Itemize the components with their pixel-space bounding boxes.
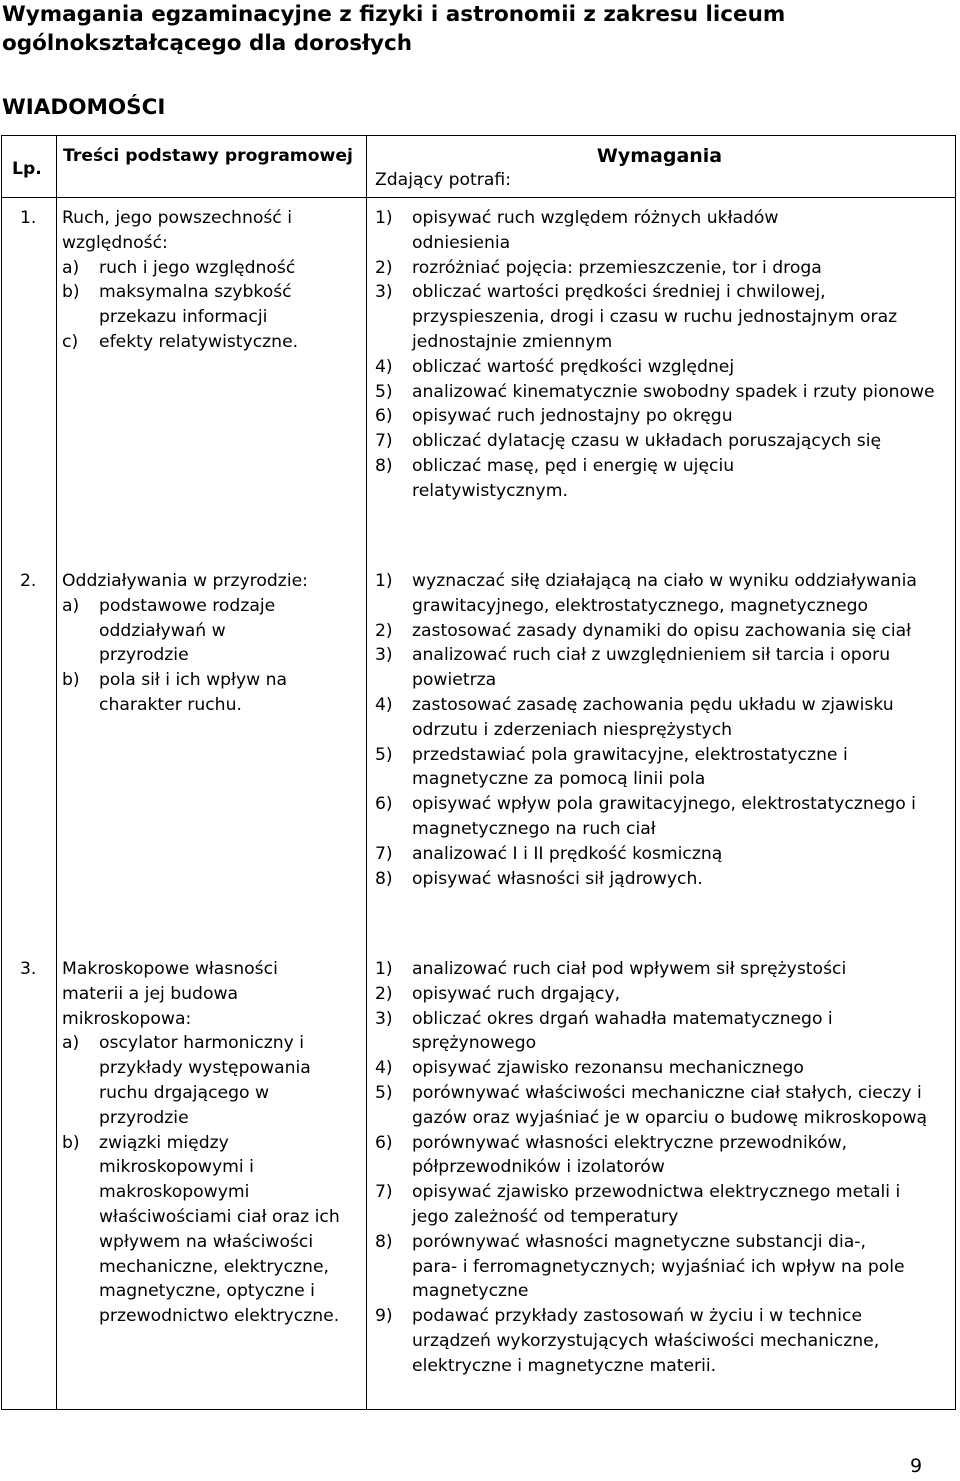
requirement-text: obliczać wartość prędkości względnej [412, 356, 735, 377]
requirement-number: 6) [375, 1132, 393, 1153]
topic-item-text: efekty relatywistyczne. [99, 331, 299, 352]
header-wymagania: Wymagania [596, 145, 723, 167]
requirement-item [375, 429, 950, 454]
topic-item-text: pola sił i ich wpływ na charakter ruchu. [99, 670, 288, 715]
topic-item-text: związki między mikroskopowymi i makroskopowymi właściwościami ciał oraz ich wpływem na właściwości mechaniczne, elektryczne, magnetyczne, optyczne i przewodnictwo elektryczne. [99, 1132, 340, 1327]
requirement-item [375, 1056, 950, 1081]
requirement-item [375, 743, 950, 793]
requirement-text: obliczać masę, pęd i energię w ujęciu relatywistycznym. [412, 455, 735, 501]
requirement-item [375, 355, 950, 380]
requirement-number: 7) [375, 1182, 393, 1203]
requirement-item [375, 256, 950, 281]
column-divider [56, 135, 57, 1410]
requirement-text: porównywać właściwości mechaniczne ciał stałych, cieczy i gazów oraz wyjaśniać je w oparciu o budowę mikroskopową [412, 1082, 928, 1128]
requirement-number: 3) [375, 282, 393, 303]
topic-cell [62, 569, 357, 718]
topic-item-text: oscylator harmoniczny i przykłady występowania ruchu drgającego w przyrodzie [99, 1033, 311, 1128]
requirement-number: 1) [375, 959, 393, 979]
requirement-text: rozróżniać pojęcia: przemieszczenie, tor i droga [412, 257, 822, 278]
requirement-number: 4) [375, 1058, 393, 1079]
topic-item-label: c) [62, 331, 79, 352]
requirement-text: porównywać własności elektryczne przewodników, półprzewodników i izolatorów [412, 1132, 848, 1178]
column-divider [366, 135, 367, 1410]
topic-item-label: b) [62, 670, 80, 691]
topic-item-label: a) [62, 1033, 80, 1054]
requirement-number: 9) [375, 1306, 393, 1327]
requirement-number: 8) [375, 1231, 393, 1252]
topic-item [62, 256, 357, 281]
requirement-number: 3) [375, 645, 393, 666]
requirement-text: analizować kinematycznie swobodny spadek i rzuty pionowe [412, 381, 935, 402]
requirement-text: podawać przykłady zastosowań w życiu i w technice urządzeń wykorzystujących właściwości mechaniczne, elektryczne i magnetyczne materii. [412, 1306, 880, 1376]
row-number: 2. [20, 571, 37, 591]
requirement-number: 5) [375, 744, 393, 765]
topic-intro: Oddziaływania w przyrodzie: [62, 571, 308, 591]
requirement-item [375, 569, 950, 619]
requirement-text: obliczać wartości prędkości średniej i chwilowej, przyspieszenia, drogi i czasu w ruchu jednostajnym oraz jednostajnie zmiennym [412, 282, 898, 352]
requirement-text: opisywać ruch względem różnych układów odniesienia [412, 208, 779, 253]
requirement-item [375, 454, 950, 504]
requirement-number: 2) [375, 257, 393, 278]
topic-item [62, 668, 357, 718]
topic-item-label: b) [62, 1132, 80, 1153]
requirement-item [375, 693, 950, 743]
topic-item-text: podstawowe rodzaje oddziaływań w przyrodzie [99, 595, 276, 666]
requirement-item [375, 1131, 950, 1181]
header-zdajacy: Zdający potrafi: [375, 170, 511, 190]
requirement-number: 4) [375, 694, 393, 715]
topic-item-text: ruch i jego względność [99, 257, 296, 278]
requirement-item [375, 1180, 950, 1230]
requirement-text: porównywać własności magnetyczne substancji dia-, para- i ferromagnetycznych; wyjaśniać ich wpływ na pole magnetyczne [412, 1231, 905, 1302]
requirement-item [375, 380, 950, 405]
requirement-item [375, 1304, 950, 1378]
requirement-number: 8) [375, 868, 393, 889]
requirement-text: analizować ruch ciał z uwzględnieniem sił tarcia i oporu powietrza [412, 645, 891, 691]
requirement-text: wyznaczać siłę działającą na ciało w wyniku oddziaływania grawitacyjnego, elektrostatycznego, magnetycznego [412, 571, 917, 616]
topic-item [62, 1031, 357, 1130]
header-divider [1, 197, 956, 198]
requirements-cell [375, 957, 950, 1379]
requirement-text: opisywać wpływ pola grawitacyjnego, elektrostatycznego i magnetycznego na ruch ciał [412, 794, 916, 839]
requirement-item [375, 1081, 950, 1131]
requirement-text: obliczać okres drgań wahadła matematycznego i sprężynowego [412, 1008, 833, 1054]
topic-item-label: a) [62, 595, 80, 616]
topic-item-text: maksymalna szybkość przekazu informacji [99, 282, 292, 328]
requirement-number: 1) [375, 571, 393, 591]
requirement-item [375, 792, 950, 842]
topic-cell [62, 957, 357, 1329]
requirements-cell [375, 206, 950, 504]
requirement-number: 8) [375, 455, 393, 476]
requirement-number: 6) [375, 794, 393, 815]
requirement-text: zastosować zasady dynamiki do opisu zachowania się ciał [412, 620, 912, 641]
topic-intro: Makroskopowe własności materii a jej budowa mikroskopowa: [62, 959, 278, 1029]
document-title: Wymagania egzaminacyjne z fizyki i astronomii z zakresu liceum ogólnokształcącego dla dorosłych [2, 2, 786, 56]
requirement-item [375, 1007, 950, 1057]
requirement-number: 7) [375, 843, 393, 864]
requirement-text: opisywać zjawisko przewodnictwa elektrycznego metali i jego zależność od temperatury [412, 1182, 901, 1227]
header-tresci: Treści podstawy programowej [63, 146, 353, 166]
requirement-text: analizować ruch ciał pod wpływem sił sprężystości [412, 959, 847, 979]
requirement-number: 2) [375, 983, 393, 1004]
requirement-item [375, 619, 950, 644]
requirement-number: 7) [375, 431, 393, 452]
requirement-text: opisywać ruch jednostajny po okręgu [412, 406, 733, 427]
topic-item [62, 594, 357, 668]
requirement-number: 5) [375, 1082, 393, 1103]
topic-intro: Ruch, jego powszechność i względność: [62, 208, 292, 253]
requirement-item [375, 643, 950, 693]
topic-item-label: b) [62, 282, 80, 303]
requirement-text: zastosować zasadę zachowania pędu układu w zjawisku odrzutu i zderzeniach niesprężystych [412, 694, 894, 740]
topic-item [62, 280, 357, 330]
requirement-item [375, 867, 950, 892]
topic-item [62, 1131, 357, 1329]
row-number: 3. [20, 959, 37, 979]
requirement-item [375, 280, 950, 354]
topic-item-label: a) [62, 257, 80, 278]
requirement-number: 2) [375, 620, 393, 641]
requirement-item [375, 982, 950, 1007]
page-number: 9 [910, 1455, 923, 1477]
requirement-item [375, 206, 950, 256]
requirement-text: przedstawiać pola grawitacyjne, elektrostatyczne i magnetyczne za pomocą linii pola [412, 744, 848, 790]
requirement-item [375, 1230, 950, 1304]
requirement-number: 6) [375, 406, 393, 427]
requirement-number: 3) [375, 1008, 393, 1029]
row-number: 1. [20, 208, 37, 228]
requirement-item [375, 957, 950, 982]
section-heading: WIADOMOŚCI [2, 95, 166, 120]
requirement-text: opisywać zjawisko rezonansu mechanicznego [412, 1058, 804, 1079]
requirement-number: 1) [375, 208, 393, 228]
requirement-number: 4) [375, 356, 393, 377]
requirement-text: analizować I i II prędkość kosmiczną [412, 843, 723, 864]
requirements-cell [375, 569, 950, 891]
requirement-item [375, 842, 950, 867]
requirement-text: opisywać własności sił jądrowych. [412, 868, 703, 889]
topic-item [62, 330, 357, 355]
requirement-text: obliczać dylatację czasu w układach poruszających się [412, 431, 882, 452]
topic-cell [62, 206, 357, 355]
requirement-text: opisywać ruch drgający, [412, 983, 621, 1004]
requirement-number: 5) [375, 381, 393, 402]
requirement-item [375, 404, 950, 429]
header-lp: Lp. [12, 159, 42, 179]
